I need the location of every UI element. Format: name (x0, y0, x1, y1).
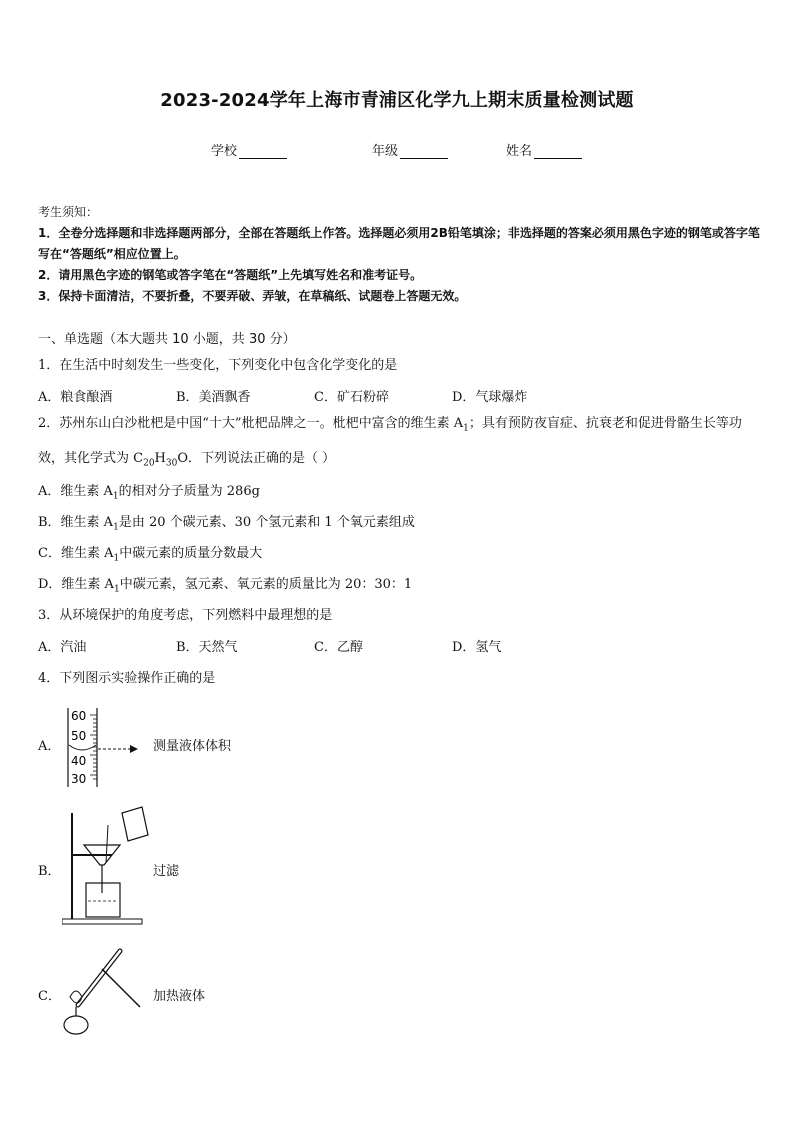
filtration-apparatus-figure (62, 805, 152, 927)
test-tube-holder (102, 969, 140, 1007)
graduated-cylinder-figure (60, 705, 160, 790)
q3-option-b[interactable]: B．天然气 (176, 640, 238, 655)
q4-option-b-label: 过滤 (153, 864, 180, 879)
cylinder-tick-40: 40 (71, 754, 87, 768)
grade-blank[interactable] (400, 145, 448, 159)
notice-item-1: 1．全卷分选择题和非选择题两部分，全部在答题纸上作答。选择题必须用2B铅笔填涂；非选择题的答案必须用黑色字迹的钢笔或答字笔写在“答题纸”相应位置上。 (38, 226, 760, 261)
cylinder-tick-60: 60 (71, 709, 87, 723)
grade-field[interactable] (372, 140, 448, 159)
liquid-meniscus (69, 745, 96, 750)
beaker-icon (86, 883, 120, 917)
exam-notice (38, 202, 760, 307)
school-label: 学校 (211, 144, 238, 159)
question-2-stem: 2．苏州东山白沙枇杷是中国“十大”枇杷品牌之一。枇杷中富含的维生素 $A_1$；具有预防夜盲症、抗衰老和促进骨骼生长等功效，其化学式为 $C_{20}H_{30}O$．下列说法正确的是（ ） (38, 416, 742, 469)
q4-option-b-letter[interactable]: B． (38, 864, 61, 879)
glass-rod (106, 825, 108, 863)
page-title: 2023-2024学年上海市青浦区化学九上期末质量检测试题 (160, 90, 634, 111)
q2-option-b[interactable]: B．维生素 $A_1$是由 20 个碳元素、30 个氢元素和 1 个氧元素组成 (38, 515, 415, 533)
alcohol-lamp-icon (64, 1016, 88, 1034)
notice-item-2: 2．请用黑色字迹的钢笔或答字笔在“答题纸”上先填写姓名和准考证号。 (38, 268, 423, 282)
question-3-stem: 3．从环境保护的角度考虑，下列燃料中最理想的是 (38, 608, 333, 623)
question-4-stem: 4．下列图示实验操作正确的是 (38, 671, 216, 686)
q2-option-d[interactable]: D．维生素 $A_1$中碳元素，氢元素、氧元素的质量比为 20：30：1 (38, 577, 413, 595)
heating-liquid-figure (62, 945, 152, 1037)
q3-option-a[interactable]: A．汽油 (38, 640, 87, 655)
cylinder-tick-50: 50 (71, 729, 87, 743)
q4-option-c-letter[interactable]: C． (38, 989, 61, 1004)
name-field[interactable] (506, 140, 582, 159)
q3-option-d[interactable]: D．氢气 (452, 640, 502, 655)
q4-option-a-letter[interactable]: A． (38, 739, 61, 754)
school-field[interactable] (211, 140, 287, 159)
q1-option-c[interactable]: C．矿石粉碎 (314, 390, 389, 405)
name-blank[interactable] (534, 145, 582, 159)
notice-heading: 考生须知： (38, 205, 99, 219)
question-1-stem: 1．在生活中时刻发生一些变化，下列变化中包含化学变化的是 (38, 358, 398, 373)
name-label: 姓名 (506, 144, 533, 159)
q1-option-a[interactable]: A．粮食酿酒 (38, 390, 113, 405)
q4-option-a-label: 测量液体体积 (153, 739, 232, 754)
notice-item-3: 3．保持卡面清洁，不要折叠，不要弄破、弄皱，在草稿纸、试题卷上答题无效。 (38, 289, 467, 303)
q2-option-c[interactable]: C．维生素 $A_1$中碳元素的质量分数最大 (38, 546, 263, 564)
pouring-beaker-icon (122, 807, 148, 841)
q2-option-a[interactable]: A．维生素 $A_1$的相对分子质量为 286g (38, 484, 260, 502)
grade-label: 年级 (372, 144, 399, 159)
eye-icon (130, 745, 138, 753)
cylinder-tick-30: 30 (71, 772, 87, 786)
flame-icon (70, 991, 82, 1003)
q1-option-d[interactable]: D．气球爆炸 (452, 390, 528, 405)
q1-option-b[interactable]: B．美酒飘香 (176, 390, 251, 405)
section-heading: 一、单选题（本大题共 10 小题，共 30 分） (38, 332, 296, 347)
q3-option-c[interactable]: C．乙醇 (314, 640, 363, 655)
school-blank[interactable] (239, 145, 287, 159)
q4-option-c-label: 加热液体 (153, 989, 206, 1004)
